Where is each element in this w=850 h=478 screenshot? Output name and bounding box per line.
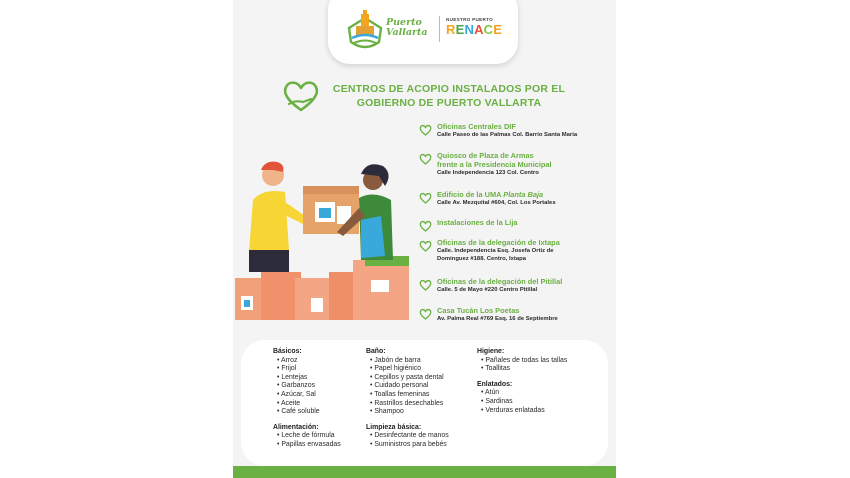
list-item-text: Papillas envasadas	[281, 440, 341, 448]
location-address: Calle Paseo de las Palmas Col. Barrio Santa Maria	[437, 132, 578, 138]
renace-letter: A	[474, 22, 484, 37]
list-item-text: Rastrillos desechables	[374, 399, 444, 407]
logo-header	[328, 0, 518, 64]
location-name	[437, 190, 543, 199]
list-item-text: Arroz	[280, 356, 298, 364]
list-item: • Papillas envasadas	[277, 440, 341, 448]
list-item: • Arroz	[277, 356, 298, 364]
list-item: • Frijol	[277, 365, 297, 373]
logo-line-1: Puerto	[386, 17, 422, 28]
logo-line-2: Vallarta	[386, 27, 428, 38]
location-name: Quiosco de Plaza de Armas	[437, 151, 534, 160]
category-heading: Limpieza básica:	[366, 423, 422, 431]
list-item-text: Aceite	[280, 399, 301, 407]
category-heading: Alimentación:	[273, 423, 319, 431]
list-item: • Leche de fórmula	[277, 432, 335, 440]
donation-illustration	[233, 160, 413, 330]
logo-divider	[439, 16, 440, 42]
supplies-column-1	[273, 348, 341, 450]
list-item: • Toallas femeninas	[370, 390, 430, 398]
list-item-text: Leche de fórmula	[281, 432, 335, 440]
location-name: Instalaciones de la Lija	[437, 218, 518, 227]
heart-outline-icon	[419, 124, 432, 136]
renace-wordmark	[446, 22, 502, 37]
donation-poster	[233, 0, 616, 478]
list-item-text: Verduras enlatadas	[485, 406, 545, 414]
list-item-text: Desinfectante de manos	[374, 432, 449, 440]
list-item-text: Pañales de todas las tallas	[485, 356, 568, 364]
renace-letter: N	[464, 22, 475, 37]
list-item: • Papel higiénico	[370, 365, 422, 373]
location-address: Av. Palma Real #769 Esq. 16 de Septiembre	[437, 316, 558, 322]
list-item: • Rastrillos desechables	[370, 399, 444, 407]
list-item: • Atún	[481, 389, 500, 397]
list-item: • Verduras enlatadas	[481, 406, 545, 414]
title-line-2: GOBIERNO DE PUERTO VALLARTA	[356, 97, 542, 109]
renace-letter: E	[493, 22, 503, 37]
list-item: • Aceite	[277, 399, 301, 407]
location-name-main: Edificio de la UMA	[437, 190, 502, 199]
list-item-text: Lentejas	[281, 373, 308, 381]
heart-outline-icon	[419, 220, 432, 232]
list-item-text: Toallitas	[485, 365, 511, 373]
location-address: Calle. 5 de Mayo #220 Centro Pitillal	[437, 287, 538, 293]
list-item-text: Papel higiénico	[374, 365, 422, 373]
location-name-italic: Planta Baja	[503, 190, 544, 199]
list-item-text: Sardinas	[485, 397, 513, 405]
location-name: Casa Tucán Los Poetas	[437, 306, 520, 315]
renace-letter: R	[446, 22, 456, 37]
heart-outline-icon	[419, 279, 432, 291]
list-item-text: Cuidado personal	[374, 382, 429, 390]
footer-bar	[233, 466, 616, 478]
puerto-vallarta-wordmark	[386, 18, 428, 38]
list-item: • Lentejas	[277, 373, 308, 381]
location-name-line-2: frente a la Presidencia Municipal	[437, 160, 552, 169]
list-item: • Sardinas	[481, 397, 513, 405]
location-address: Calle Independencia 123 Col. Centro	[437, 170, 539, 176]
location-address: Calle. Independencia Esq. Josefa Ortiz de	[437, 248, 554, 254]
list-item-text: Toallas femeninas	[374, 390, 430, 398]
list-item: • Café soluble	[277, 408, 320, 416]
location-address: Calle Av. Mezquital #604, Col. Los Portales	[437, 200, 556, 206]
list-item-text: Cepillos y pasta dental	[374, 373, 444, 381]
list-item: • Toallitas	[481, 365, 511, 373]
list-item-text: Frijol	[281, 365, 297, 373]
supplies-card	[241, 340, 608, 466]
category-heading: Básicos:	[273, 348, 302, 355]
supplies-column-3	[477, 348, 567, 415]
heart-outline-icon	[419, 153, 432, 165]
list-item-text: Shampoo	[374, 408, 404, 416]
list-item-text: Azúcar, Sal	[280, 390, 316, 398]
category-heading: Baño:	[366, 348, 386, 355]
list-item-text: Garbanzos	[281, 382, 316, 390]
list-item: • Jabón de barra	[370, 356, 421, 364]
list-item-text: Jabón de barra	[374, 356, 421, 364]
title-line-1: CENTROS DE ACOPIO INSTALADOS POR EL	[332, 83, 566, 95]
list-item-text: Suministros para bebés	[374, 440, 447, 448]
list-item: • Azúcar, Sal	[277, 390, 316, 398]
list-item: • Cepillos y pasta dental	[370, 373, 444, 381]
renace-letter: C	[483, 22, 494, 37]
location-name: Oficinas de la delegación del Pitillal	[437, 277, 563, 286]
location-name: Oficinas Centrales DIF	[437, 122, 516, 131]
heart-outline-icon	[419, 240, 432, 252]
renace-tagline: NUESTRO PUERTO	[446, 17, 493, 22]
list-item-text: Café soluble	[281, 408, 320, 416]
supplies-column-2	[366, 348, 449, 450]
category-heading: Enlatados:	[477, 380, 513, 388]
heart-outline-icon	[419, 192, 432, 204]
category-heading: Higiene:	[477, 348, 505, 355]
location-address-line-2: Dominguez #188. Centro, Ixtapa	[437, 255, 527, 262]
list-item: • Shampoo	[370, 408, 404, 416]
page-title	[329, 82, 569, 110]
list-item-text: Atún	[484, 389, 500, 397]
list-item: • Cuidado personal	[370, 382, 429, 390]
heart-hand-icon	[281, 78, 321, 114]
location-name: Oficinas de la delegación de Ixtapa	[437, 238, 560, 247]
list-item: • Desinfectante de manos	[370, 432, 449, 440]
renace-letter: E	[455, 22, 465, 37]
list-item: • Garbanzos	[277, 382, 316, 390]
list-item: • Pañales de todas las tallas	[481, 356, 568, 364]
list-item: • Suministros para bebés	[370, 440, 447, 448]
puerto-vallarta-emblem-icon	[346, 10, 384, 52]
heart-outline-icon	[419, 308, 432, 320]
